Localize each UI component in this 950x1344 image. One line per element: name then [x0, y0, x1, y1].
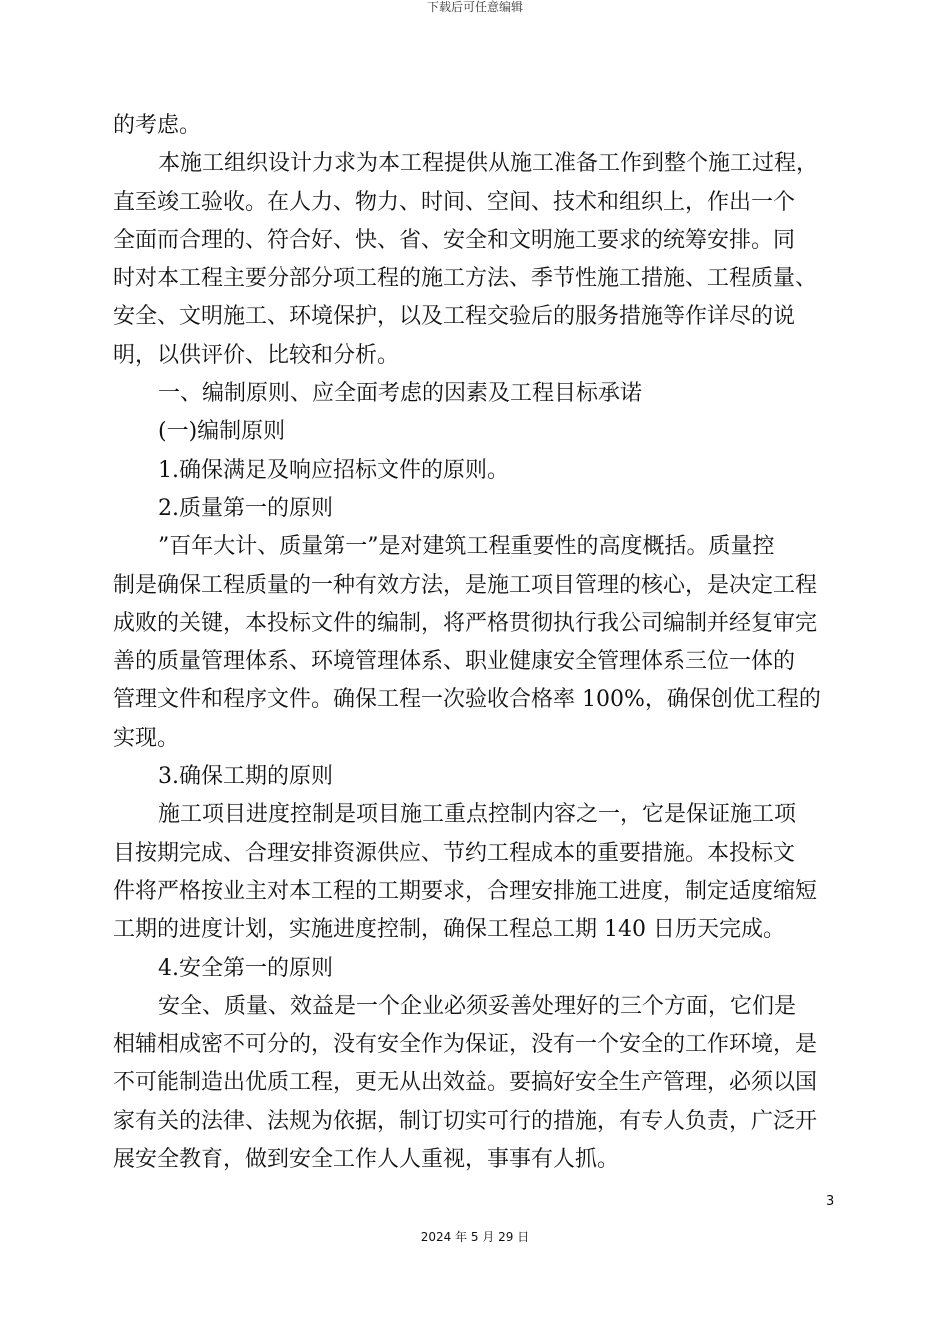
text-line: 4.安全第一的原则 — [158, 955, 333, 981]
page-header: 下载后可任意编辑 — [426, 0, 523, 14]
text-line: 实现。 — [113, 725, 180, 751]
text-line: 成败的关键，本投标文件的编制，将严格贯彻执行我公司编制并经复审完 — [113, 610, 818, 636]
text-line: 2.质量第一的原则 — [158, 495, 333, 521]
text-line: 善的质量管理体系、环境管理体系、职业健康安全管理体系三位一体的 — [113, 649, 796, 675]
text-line: 1.确保满足及响应招标文件的原则。 — [158, 457, 509, 483]
text-line: 全面而合理的、符合好、快、省、安全和文明施工要求的统筹安排。同 — [113, 227, 796, 253]
page-number: 3 — [826, 1194, 835, 1209]
text-line: 件将严格按业主对本工程的工期要求，合理安排施工进度，制定适度缩短 — [113, 878, 818, 904]
text-line: 施工项目进度控制是项目施工重点控制内容之一，它是保证施工项 — [158, 802, 797, 828]
text-line: ”百年大计、质量第一”是对建筑工程重要性的高度概括。质量控 — [158, 534, 775, 560]
text-line: (一)编制原则 — [158, 419, 286, 445]
text-line: 的考虑。 — [113, 113, 202, 138]
text-line: 明，以供评价、比较和分析。 — [113, 342, 400, 368]
text-line: 管理文件和程序文件。确保工程一次验收合格率 100%，确保创优工程的 — [113, 687, 821, 713]
text-line: 3.确保工期的原则 — [158, 764, 333, 790]
text-line: 一、编制原则、应全面考虑的因素及工程目标承诺 — [158, 381, 643, 407]
text-line: 不可能制造出优质工程，更无从出效益。要搞好安全生产管理，必须以国 — [113, 1070, 818, 1096]
text-line: 时对本工程主要分部分项工程的施工方法、季节性施工措施、工程质量、 — [113, 266, 818, 292]
text-line: 制是确保工程质量的一种有效方法，是施工项目管理的核心，是决定工程 — [113, 572, 818, 598]
text-line: 工期的进度计划，实施进度控制，确保工程总工期 140 日历天完成。 — [113, 917, 785, 943]
text-line: 本施工组织设计力求为本工程提供从施工准备工作到整个施工过程， — [158, 151, 819, 177]
text-line: 展安全教育，做到安全工作人人重视，事事有人抓。 — [113, 1147, 620, 1173]
text-line: 目按期完成、合理安排资源供应、节约工程成本的重要措施。本投标文 — [113, 840, 796, 866]
text-line: 安全、质量、效益是一个企业必须妥善处理好的三个方面，它们是 — [158, 993, 797, 1019]
document-body — [113, 107, 837, 1179]
text-line: 直至竣工验收。在人力、物力、时间、空间、技术和组织上，作出一个 — [113, 189, 796, 215]
text-line: 安全、文明施工、环境保护，以及工程交验后的服务措施等作详尽的说 — [113, 304, 796, 330]
text-line: 相辅相成密不可分的，没有安全作为保证，没有一个安全的工作环境，是 — [113, 1032, 818, 1058]
page-footer-date: 2024 年 5 月 29 日 — [420, 1230, 530, 1244]
text-line: 家有关的法律、法规为依据，制订切实可行的措施，有专人负责，广泛开 — [113, 1108, 818, 1134]
